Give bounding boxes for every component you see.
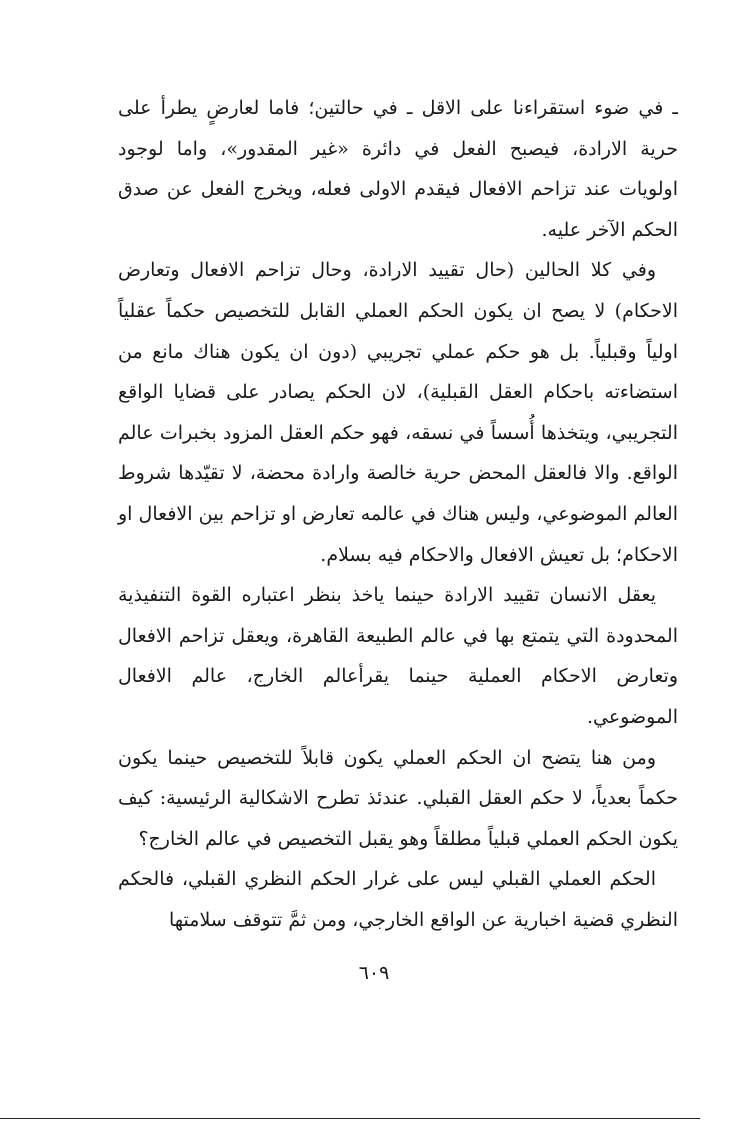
page-number: ٦٠٩ — [358, 962, 390, 984]
paragraph-4: ومن هنا يتضح ان الحكم العملي يكون قابلاً للتخصيص حينما يكون حكماً بعدياً، لا حكم العقل القبلي. عندئذ تطرح الاشكالية الرئيسية: كيف يكون الحكم العملي قبلياً مطلقاً وهو يقبل التخصيص في عالم الخارج؟ — [118, 746, 678, 850]
paragraph-3: يعقل الانسان تقييد الارادة حينما ياخذ بنظر اعتباره القوة التنفيذية المحدودة التي يتمتع بها في عالم الطبيعة القاهرة، ويعقل تزاحم الافعال وتعارض الاحكام العملية حينما يقرأعالم الخارج، عالم الافعال الموضوعي. — [118, 584, 678, 728]
bottom-divider — [0, 1118, 700, 1119]
paragraph-2: وفي كلا الحالين (حال تقييد الارادة، وحال تزاحم الافعال وتعارض الاحكام) لا يصح ان يكون الحكم العملي القابل للتخصيص حكماً عقلياً اولياً وقبلياً. بل هو حكم عملي تجريبي (دون ان يكون هناك مانع من استضاءته باحكام العقل القبلية)، لان الحكم يصادر على قضايا الواقع التجريبي، ويتخذها أُسساً في نسقه، فهو حكم العقل المزود بخبرات عالم الواقع. والا فالعقل المحض حرية خالصة وارادة محضة، لا تقيّدها شروط العالم الموضوعي، وليس هناك في عالمه تعارض او تزاحم بين الافعال او الاحكام؛ بل تعيش الافعال والاحكام فيه بسلام. — [118, 259, 678, 566]
body-text — [118, 88, 678, 940]
paragraph-5: الحكم العملي القبلي ليس على غرار الحكم النظري القبلي، فالحكم النظري قضية اخبارية عن الواقع الخارجي، ومن ثمَّ تتوقف سلامتها — [118, 868, 678, 931]
paragraph-1: ـ في ضوء استقراءنا على الاقل ـ في حالتين؛ فاما لعارضٍ يطرأ على حرية الارادة، فيصبح الفعل في دائرة «غير المقدور»، واما لوجود اولويات عند تزاحم الافعال فيقدم الاولى فعله، ويخرج الفعل عن صدق الحكم الآخر عليه. — [118, 97, 678, 241]
